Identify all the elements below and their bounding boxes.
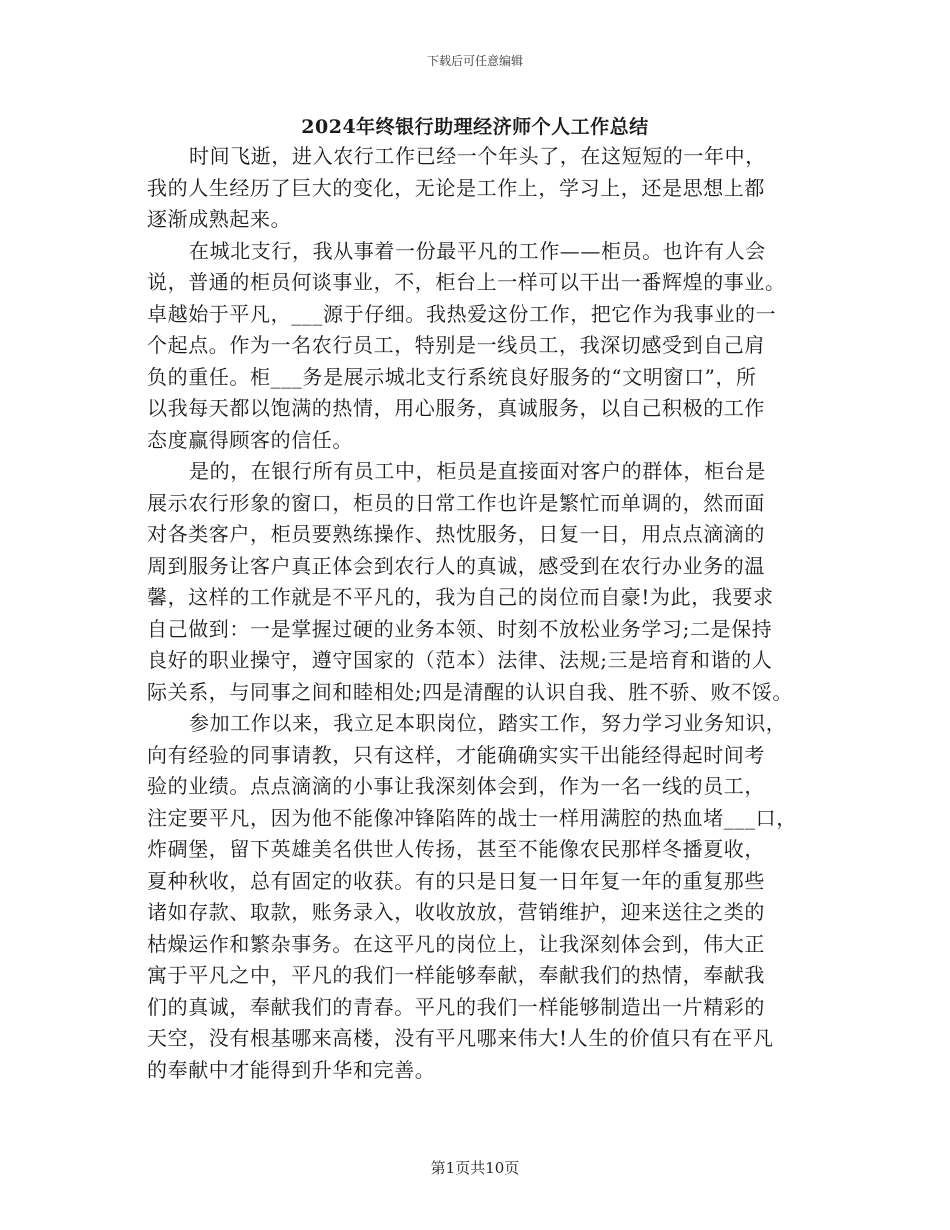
body-line: 诸如存款、取款，账务录入，收收放放，营销维护，迎来送往之类的 xyxy=(147,900,765,924)
body-line: 我的人生经历了巨大的变化，无论是工作上，学习上，还是思想上都 xyxy=(147,175,765,200)
body-line: 卓越始于平凡，___源于仔细。我热爱这份工作，把它作为我事业的一 xyxy=(147,301,777,326)
body-line: 的奉献中才能得到升华和完善。 xyxy=(147,1057,436,1082)
body-line: 际关系，与同事之间和睦相处;四是清醒的认识自我、胜不骄、败不馁。 xyxy=(147,679,793,704)
body-line: 向有经验的同事请教，只有这样，才能确确实实干出能经得起时间考 xyxy=(147,742,765,767)
body-line: 是的，在银行所有员工中，柜员是直接面对客户的群体，柜台是 xyxy=(189,459,766,483)
body-line: 验的业绩。点点滴滴的小事让我深刻体会到，作为一名一线的员工， xyxy=(147,774,765,798)
body-line: 天空，没有根基哪来高楼，没有平凡哪来伟大!人生的价值只有在平凡 xyxy=(147,1026,774,1050)
body-line: 展示农行形象的窗口，柜员的日常工作也许是繁忙而单调的，然而面 xyxy=(147,490,765,515)
body-line: 参加工作以来，我立足本职岗位，踏实工作，努力学习业务知识， xyxy=(189,711,787,735)
document-body xyxy=(147,141,807,1086)
body-line: 良好的职业操守，遵守国家的（范本）法律、法规;三是培育和谐的人 xyxy=(147,648,773,672)
page-header-note: 下载后可任意编辑 xyxy=(426,54,523,68)
body-line: 时间飞逝，进入农行工作已经一个年头了，在这短短的一年中， xyxy=(189,144,766,168)
body-line: 负的重任。柜___务是展示城北支行系统良好服务的“文明窗口”，所 xyxy=(147,364,757,389)
body-line: 寓于平凡之中，平凡的我们一样能够奉献，奉献我们的热情，奉献我 xyxy=(147,963,765,987)
body-line: 在城北支行，我从事着一份最平凡的工作——柜员。也许有人会 xyxy=(189,238,766,263)
body-line: 注定要平凡，因为他不能像冲锋陷阵的战士一样用满腔的热血堵___口， xyxy=(147,805,797,830)
body-line: 以我每天都以饱满的热情，用心服务，真诚服务，以自己积极的工作 xyxy=(147,396,765,420)
body-line: 周到服务让客户真正体会到农行人的真诚，感受到在农行办业务的温 xyxy=(147,553,765,578)
body-line: 夏种秋收，总有固定的收获。有的只是日复一日年复一年的重复那些 xyxy=(147,868,765,893)
body-line: 们的真诚，奉献我们的青春。平凡的我们一样能够制造出一片精彩的 xyxy=(147,994,765,1019)
body-line: 自己做到：一是掌握过硬的业务本领、时刻不放松业务学习;二是保持 xyxy=(147,616,773,641)
body-line: 对各类客户，柜员要熟练操作、热忱服务，日复一日，用点点滴滴的 xyxy=(147,522,765,546)
body-line: 态度赢得顾客的信任。 xyxy=(147,427,353,452)
body-line: 馨，这样的工作就是不平凡的，我为自己的岗位而自豪!为此，我要求 xyxy=(147,585,774,609)
page-number: 第1页共10页 xyxy=(430,1159,520,1177)
body-line: 逐渐成熟起来。 xyxy=(147,207,292,231)
document-title: 2024年终银行助理经济师个人工作总结 xyxy=(301,116,649,138)
body-line: 说，普通的柜员何谈事业，不，柜台上一样可以干出一番辉煌的事业。 xyxy=(147,270,786,294)
body-line: 炸碉堡，留下英雄美名供世人传扬，甚至不能像农民那样冬播夏收， xyxy=(147,837,765,861)
body-line: 枯燥运作和繁杂事务。在这平凡的岗位上，让我深刻体会到，伟大正 xyxy=(147,931,765,956)
body-line: 个起点。作为一名农行员工，特别是一线员工，我深切感受到自己肩 xyxy=(147,333,765,357)
